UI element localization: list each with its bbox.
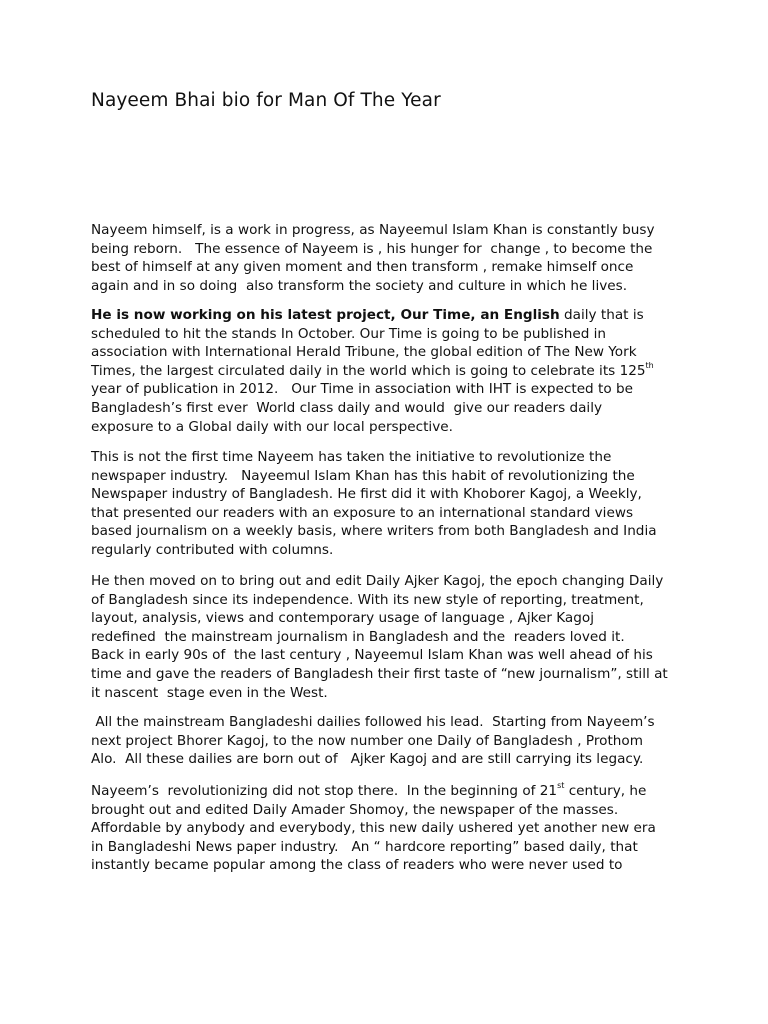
text-line: Back in early 90s of the last century , Nayeemul Islam Khan was well ahead of his xyxy=(91,647,653,664)
text-line: All the mainstream Bangladeshi dailies followed his lead. Starting from Nayeem’s xyxy=(91,714,655,730)
paragraph-intro xyxy=(91,221,655,295)
text-line xyxy=(91,362,654,381)
document-title: Nayeem Bhai bio for Man Of The Year xyxy=(91,90,441,111)
text-line: Affordable by anybody and everybody, this new daily ushered yet another new era xyxy=(91,820,656,837)
text-line: it nascent stage even in the West. xyxy=(91,684,328,701)
paragraph-mainstream-dailies xyxy=(91,713,655,769)
text-line: best of himself at any given moment and then transform , remake himself once xyxy=(91,259,634,276)
text-line: redefined the mainstream journalism in Bangladesh and the readers loved it. xyxy=(91,628,625,645)
text-line: Nayeem himself, is a work in progress, as Nayeemul Islam Khan is constantly busy xyxy=(91,222,655,238)
ordinal-suffix: th xyxy=(645,361,654,371)
text-line: newspaper industry. Nayeemul Islam Khan has this habit of revolutionizing the xyxy=(91,467,635,484)
text-line: association with International Herald Tribune, the global edition of The New York xyxy=(91,344,637,361)
text-run: Nayeem’s revolutionizing did not stop there. In the beginning of 21 xyxy=(91,783,558,799)
text-line: being reborn. The essence of Nayeem is , his hunger for change , to become the xyxy=(91,240,653,257)
text-line: regularly contributed with columns. xyxy=(91,541,334,558)
paragraph-ajker-kagoj xyxy=(91,572,668,702)
text-line: year of publication in 2012. Our Time in association with IHT is expected to be xyxy=(91,381,633,398)
text-line: Bangladesh’s first ever World class daily and would give our readers daily xyxy=(91,399,603,416)
text-line: exposure to a Global daily with our local perspective. xyxy=(91,418,453,435)
text-line: layout, analysis, views and contemporary usage of language , Ajker Kagoj xyxy=(91,610,594,627)
text-line: next project Bhorer Kagoj, to the now number one Daily of Bangladesh , Prothom xyxy=(91,732,643,749)
text-line: that presented our readers with an exposure to an international standard views xyxy=(91,504,634,521)
text-line: instantly became popular among the class of readers who were never used to xyxy=(91,857,623,874)
text-line xyxy=(91,306,654,325)
text-line: brought out and edited Daily Amader Shomoy, the newspaper of the masses. xyxy=(91,801,619,818)
text-line: again and in so doing also transform the society and culture in which he lives. xyxy=(91,277,628,294)
text-line: Newspaper industry of Bangladesh. He first did it with Khoborer Kagoj, a Weekly, xyxy=(91,486,642,503)
text-line: Alo. All these dailies are born out of Ajker Kagoj and are still carrying its legacy. xyxy=(91,751,644,768)
text-line: based journalism on a weekly basis, where writers from both Bangladesh and India xyxy=(91,523,657,540)
paragraph-our-time xyxy=(91,306,654,436)
text-line xyxy=(91,782,656,801)
text-run: century, he xyxy=(564,783,647,799)
text-line: scheduled to hit the stands In October. Our Time is going to be published in xyxy=(91,325,607,342)
text-line: time and gave the readers of Bangladesh their first taste of “new journalism”, still at xyxy=(91,665,668,682)
text-run: daily that is xyxy=(559,307,644,323)
bold-lead-text: He is now working on his latest project, Our Time, an English xyxy=(91,307,560,323)
text-line: He then moved on to bring out and edit Daily Ajker Kagoj, the epoch changing Daily xyxy=(91,573,664,589)
text-run: Times, the largest circulated daily in the world which is going to celebrate its 125 xyxy=(91,362,646,379)
text-line: of Bangladesh since its independence. With its new style of reporting, treatment, xyxy=(91,591,644,608)
paragraph-khoborer-kagoj xyxy=(91,448,657,560)
paragraph-amader-shomoy xyxy=(91,782,656,875)
ordinal-suffix: st xyxy=(557,781,565,791)
text-line: in Bangladeshi News paper industry. An “ hardcore reporting” based daily, that xyxy=(91,838,638,855)
text-line: This is not the first time Nayeem has taken the initiative to revolutionize the xyxy=(91,449,612,465)
